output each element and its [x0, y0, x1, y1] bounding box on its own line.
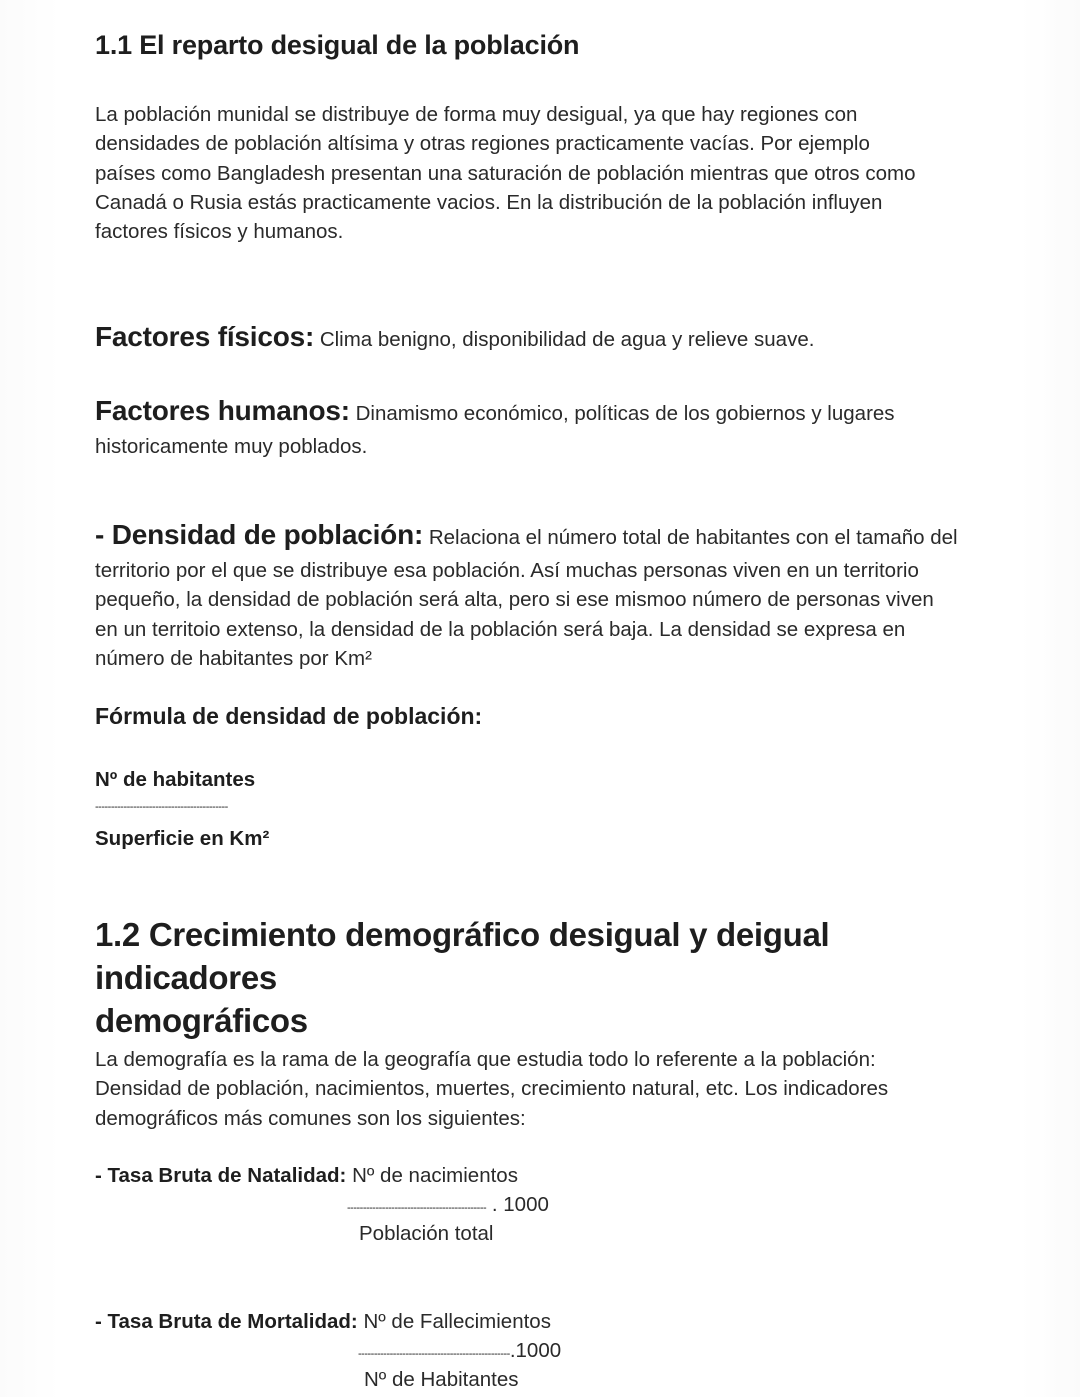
mortality-rate-multiplier: .1000 [509, 1339, 562, 1362]
formula-divider: ------------------------------------------ [95, 801, 228, 813]
mortality-rate-label: - Tasa Bruta de Mortalidad: [95, 1310, 358, 1333]
birth-rate-numerator: Nº de nacimientos [346, 1164, 518, 1187]
birth-rate-label: - Tasa Bruta de Natalidad: [95, 1164, 347, 1187]
human-factors [95, 395, 985, 462]
mortality-rate-denominator: Nº de Habitantes [364, 1368, 519, 1391]
human-factors-label: Factores humanos: [95, 395, 350, 426]
physical-factors-label: Factores físicos: [95, 321, 315, 352]
physical-factors [95, 321, 985, 357]
physical-factors-text: Clima benigno, disponibilidad de agua y relieve suave. [314, 328, 815, 351]
formula-numerator: Nº de habitantes [95, 768, 256, 791]
birth-rate-denominator: Población total [359, 1222, 494, 1245]
birth-rate-multiplier: . 1000 [486, 1193, 549, 1216]
formula-denominator: Superficie en Km² [95, 827, 270, 850]
intro-line: La demografía es la rama de la geografía que estudia todo lo referente a la población: [95, 1048, 876, 1071]
section-2-intro [95, 1045, 985, 1133]
density-label: - Densidad de población: [95, 519, 424, 550]
human-factors-text: Dinamismo económico, políticas de los gobiernos y lugares [349, 402, 895, 425]
mortality-rate-fraction-line [358, 1339, 561, 1363]
formula-title: Fórmula de densidad de población: [95, 703, 483, 729]
density-definition [95, 518, 985, 673]
intro-line: La población munidal se distribuye de forma muy desigual, ya que hay regiones con [95, 103, 858, 126]
birth-rate-divider: -------------------------------------------- [347, 1202, 487, 1214]
section-2-title [95, 913, 985, 1042]
density-line: territorio por el que se distribuye esa población. Así muchas personas viven en un territorio [95, 559, 919, 582]
intro-line: países como Bangladesh presentan una saturación de población mientras que otros como [95, 161, 916, 185]
birth-rate-fraction-line [347, 1193, 549, 1217]
mortality-rate [95, 1310, 551, 1334]
density-line-1: Relaciona el número total de habitantes con el tamaño del [423, 526, 958, 549]
section-1-title: 1.1 El reparto desigual de la población [95, 30, 580, 60]
intro-line: factores físicos y humanos. [95, 220, 344, 244]
density-line: número de habitantes por Km² [95, 646, 372, 670]
birth-rate [95, 1164, 518, 1188]
density-line: en un territoio extenso, la densidad de la población será baja. La densidad se expresa en [95, 617, 906, 641]
density-line: pequeño, la densidad de población será alta, pero si ese mismoo número de personas viven [95, 588, 934, 612]
intro-line: demográficos más comunes son los siguientes: [95, 1106, 526, 1130]
mortality-rate-numerator: Nº de Fallecimientos [357, 1310, 551, 1333]
section-2-title-line-1: 1.2 Crecimiento demográfico desigual y deigual indicadores [95, 916, 830, 996]
section-2-title-line-2: demográficos [95, 1002, 308, 1039]
section-1-intro [95, 100, 985, 246]
intro-line: Canadá o Rusia estás practicamente vacios. En la distribución de la población influyen [95, 190, 883, 214]
mortality-rate-divider: ------------------------------------------------ [358, 1348, 510, 1360]
intro-line: densidades de población altísima y otras regiones practicamente vacías. Por ejemplo [95, 132, 870, 156]
intro-line: Densidad de población, nacimientos, muertes, crecimiento natural, etc. Los indicadores [95, 1077, 889, 1101]
human-factors-text-line2: historicamente muy poblados. [95, 435, 368, 458]
